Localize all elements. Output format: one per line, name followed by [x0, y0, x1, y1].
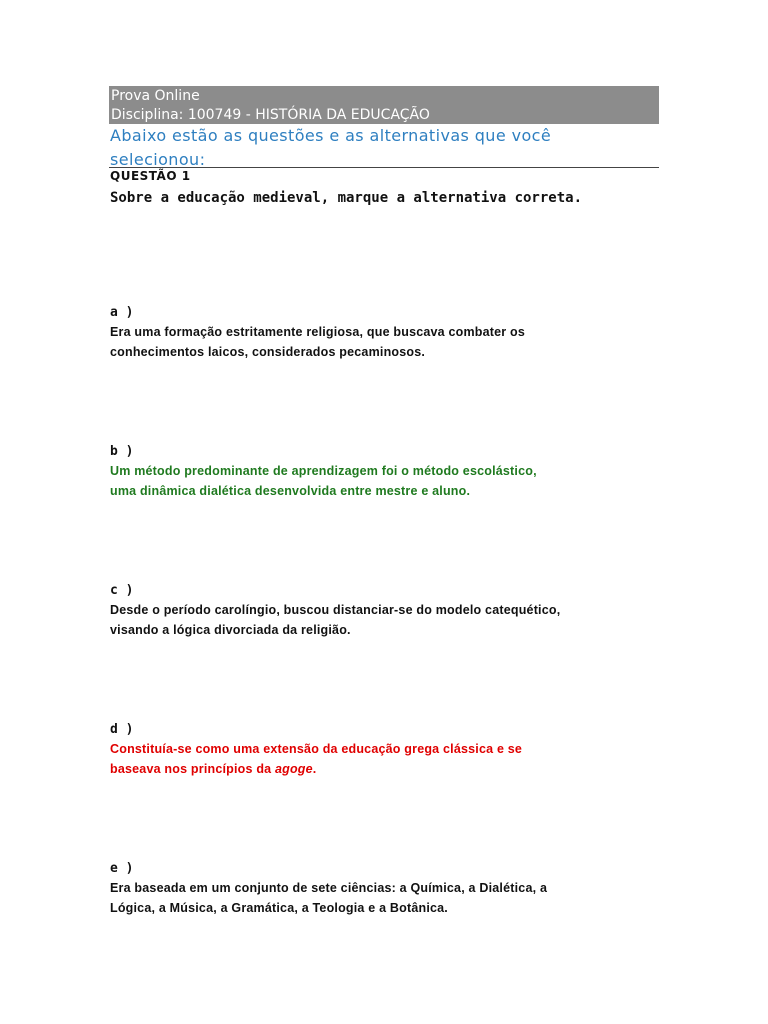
option-b-line-2: uma dinâmica dialética desenvolvida entre mestre e aluno.	[110, 484, 471, 498]
option-c-line-2: visando a lógica divorciada da religião.	[110, 623, 351, 637]
option-e-line-1: Era baseada em um conjunto de sete ciências: a Química, a Dialética, a	[110, 881, 548, 895]
intro-line-1: Abaixo estão as questões e as alternativas que você	[110, 126, 552, 145]
option-c-text	[110, 600, 670, 640]
option-b-letter: b )	[110, 444, 134, 459]
intro-text	[110, 124, 660, 172]
discipline-label: Disciplina: 100749 - HISTÓRIA DA EDUCAÇÃO	[111, 107, 430, 123]
option-c-letter: c )	[110, 583, 134, 598]
option-b-line-1: Um método predominante de aprendizagem foi o método escolástico,	[110, 464, 537, 478]
option-a-letter: a )	[110, 305, 134, 320]
option-d-letter: d )	[110, 722, 134, 737]
option-e-text	[110, 878, 670, 918]
option-b-text	[110, 461, 670, 501]
divider	[109, 167, 659, 168]
option-d-line-2-start: baseava nos princípios da	[110, 762, 275, 776]
option-a-line-2: conhecimentos laicos, considerados pecaminosos.	[110, 345, 426, 359]
exam-title: Prova Online	[111, 88, 200, 104]
option-e-line-2: Lógica, a Música, a Gramática, a Teologia e a Botânica.	[110, 901, 448, 915]
option-d-line-2-end: .	[312, 762, 317, 776]
intro-line-2: selecionou:	[110, 150, 206, 169]
option-d-text	[110, 739, 670, 779]
option-c-line-1: Desde o período carolíngio, buscou distanciar-se do modelo catequético,	[110, 603, 561, 617]
option-a-text	[110, 322, 670, 362]
option-e-letter: e )	[110, 861, 134, 876]
option-d-italic-term: agoge	[274, 762, 313, 776]
option-a-line-1: Era uma formação estritamente religiosa, que buscava combater os	[110, 325, 526, 339]
option-d-line-2	[110, 759, 670, 779]
question-text: Sobre a educação medieval, marque a alternativa correta.	[110, 190, 583, 206]
option-d-line-1: Constituía-se como uma extensão da educação grega clássica e se	[110, 742, 523, 756]
question-label: QUESTÃO 1	[110, 169, 191, 183]
